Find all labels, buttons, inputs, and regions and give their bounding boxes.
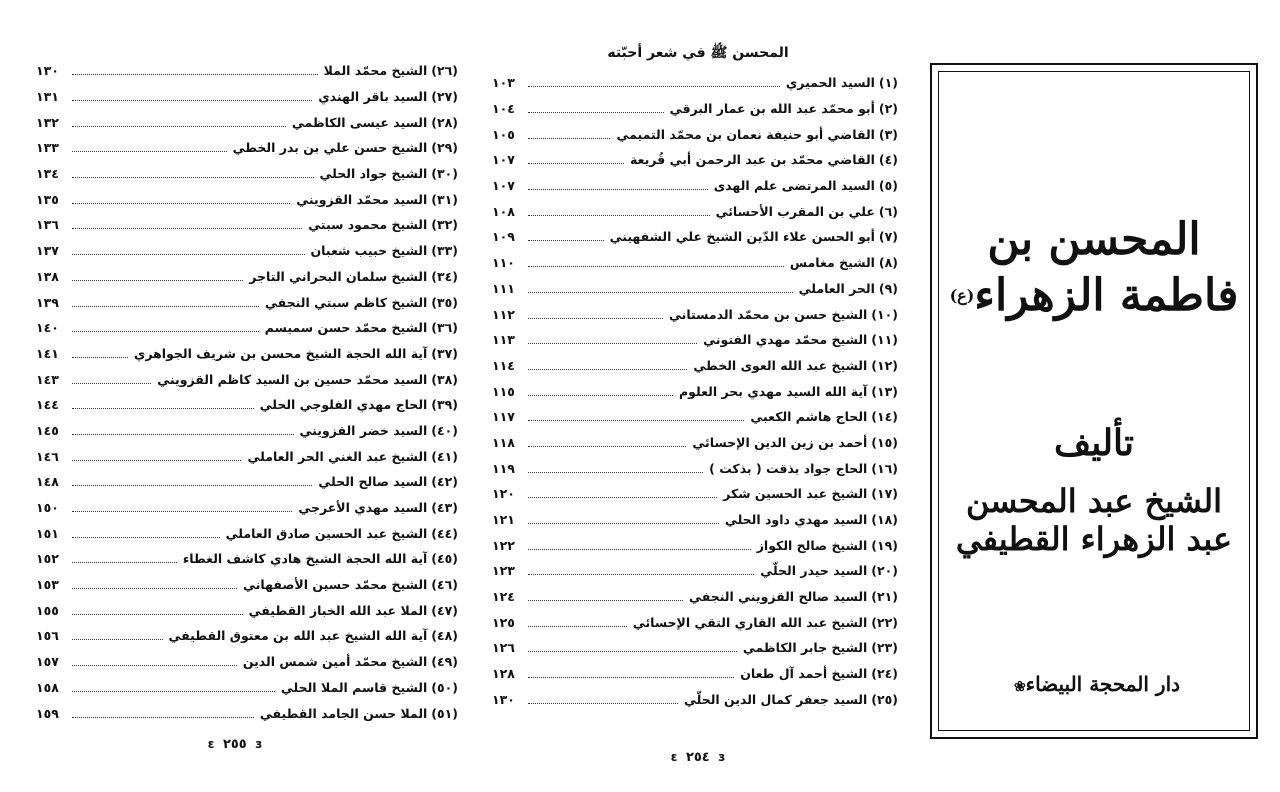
toc-entry-number: (٤٨) [431,628,458,644]
running-header: المحسن ﷺ في شعر أحبّته [607,45,789,61]
toc-leader-dots [72,639,163,640]
toc-entry-name: السيد الحميري [785,75,875,91]
toc-entry-page: ١١٧ [492,409,515,425]
toc-entry-page: ١٢٢ [492,537,515,553]
toc-leader-dots [528,189,708,190]
toc-leader-dots [72,691,275,692]
toc-entry-number: (١٢) [871,357,898,373]
toc-entry-number: (٣٦) [431,320,458,336]
toc-entry-page: ١٤٦ [36,448,59,464]
toc-entry-page: ١٠٤ [492,101,515,117]
toc-entry-page: ١٣٨ [36,268,59,284]
toc-entry [478,121,918,147]
publisher-name: دار المحجة البيضاء [1025,672,1181,696]
toc-leader-dots [528,86,780,87]
toc-leader-dots [72,665,237,666]
toc-entry-number: (١٦) [871,460,898,476]
toc-entry-page: ١٠٥ [492,126,515,142]
toc-entry [0,135,470,161]
toc-leader-dots [528,266,784,267]
toc-entry-number: (٤٢) [431,474,458,490]
toc-entry-name: الشيخ محمّد حسن سميسم [264,320,428,336]
toc-entry-number: (١٧) [871,486,898,502]
toc-entry [0,212,470,238]
toc-leader-dots [72,280,243,281]
toc-entry-name: الشيخ محمود سبتي [308,217,428,233]
toc-entry [0,289,470,315]
toc-entry-number: (٢٨) [431,114,458,130]
toc-leader-dots [72,306,259,307]
toc-entry [0,520,470,546]
toc-leader-dots [72,614,243,615]
toc-entry-page: ١٠٧ [492,152,515,168]
toc-entry-name: السيد محمّد حسين بن السيد كاظم القزويني [157,371,428,387]
toc-entry-page: ١٥٢ [36,551,59,567]
toc-entry-name: آية الله السيد مهدي بحر العلوم [679,383,868,399]
toc-entry-page: ١٣٦ [36,217,59,233]
toc-leader-dots [72,537,220,538]
toc-leader-dots [528,395,673,396]
page-number: ٢٥٤ [685,750,710,765]
toc-entry [478,481,918,507]
cover-ta-lif: تأليف [1053,422,1135,464]
toc-entry-number: (٣) [878,126,898,142]
toc-entry [0,366,470,392]
toc-entry [0,315,470,341]
toc-entry-page: ١١٨ [492,434,515,450]
toc-entry-name: آية الله الشيخ عبد الله بن معتوق القطيفي [168,628,428,644]
toc-entry-number: (٣١) [431,191,458,207]
toc-entry-number: (٤١) [431,448,458,464]
toc-entry-page: ١٠٨ [492,203,515,219]
toc-entry-number: (٢٦) [431,63,458,79]
toc-entry-page: ١٠٩ [492,229,515,245]
toc-entry-number: (٢٧) [431,89,458,105]
toc-entry-name: الشيخ أحمد آل طعان [740,666,868,682]
toc-leader-dots [72,383,151,384]
toc-leader-dots [528,677,734,678]
toc-leader-dots [528,343,697,344]
toc-entry-name: الشيخ عبد الغني الحر العاملي [247,448,428,464]
toc-entry-page: ١١٩ [492,460,515,476]
toc-entry-name: أبو محمّد عبد الله بن عمار البرقي [669,101,875,117]
toc-entry-page: ١٠٣ [492,75,515,91]
toc-entry-number: (٥١) [431,705,458,721]
toc-entry [0,469,470,495]
toc-entry-page: ١٥٧ [36,654,59,670]
toc-entry-number: (٤٩) [431,654,458,670]
toc-page-left [0,0,470,792]
toc-entry-name: السيد جعفر كمال الدين الحلّي [683,691,868,707]
toc-entry-number: (٢٩) [431,140,458,156]
toc-leader-dots [528,600,683,601]
toc-leader-dots [72,485,312,486]
toc-entry-name: السيد صالح الحلي [318,474,428,490]
toc-leader-dots [72,331,259,332]
toc-entry-name: آية الله الحجة الشيخ محسن بن شريف الجواهري [133,345,428,361]
toc-entry [478,147,918,173]
toc-entry-name: الشيخ عبد الله القاري التقي الإحسائي [632,614,868,630]
toc-entry-name: الشيخ صالح الكواز [756,537,868,553]
toc-entry-number: (٥) [878,178,898,194]
toc-entry-name: الشيخ حبيب شعبان [310,243,428,259]
page-footer-middle [478,750,918,765]
toc-leader-dots [528,112,664,113]
toc-entry-page: ١٢٠ [492,486,515,502]
cover-title-superscript: (ع) [949,286,975,305]
toc-entry [0,700,470,726]
toc-entry-name: الحر العاملي [798,280,875,296]
toc-leader-dots [528,574,754,575]
toc-entry [0,161,470,187]
toc-entry-number: (٢٥) [871,691,898,707]
toc-entry-number: (٢٢) [871,614,898,630]
toc-entry-page: ١٤٠ [36,320,59,336]
cover-author: الشيخ عبد المحسن عبد الزهراء القطيفي [955,482,1233,558]
toc-entry [478,558,918,584]
toc-entry-page: ١٤٤ [36,397,59,413]
toc-entry [478,96,918,122]
toc-entry [0,341,470,367]
toc-entry-name: الشيخ محمّد أمين شمس الدين [242,654,428,670]
toc-entry-page: ١٣١ [36,89,59,105]
toc-entry-name: السيد عيسى الكاظمي [291,114,428,130]
toc-entry [478,532,918,558]
toc-entry-name: الحاج مهدي الفلوجي الحلي [259,397,428,413]
toc-entry-page: ١٢٥ [492,614,515,630]
toc-entry-page: ١١١ [492,280,515,296]
toc-entry-page: ١٣٥ [36,191,59,207]
toc-entry-page: ١١٠ [492,255,515,271]
toc-entry-number: (١٤) [871,409,898,425]
toc-leader-dots [72,717,254,718]
toc-entry [478,173,918,199]
toc-entry [478,70,918,96]
toc-leader-dots [72,203,290,204]
toc-entry-number: (٣٠) [431,166,458,182]
toc-leader-dots [528,215,710,216]
toc-entry [478,353,918,379]
toc-entry [0,238,470,264]
toc-entry-name: الحاج هاشم الكعبي [750,409,868,425]
toc-leader-dots [72,177,314,178]
toc-leader-dots [72,100,312,101]
toc-entry [0,546,470,572]
toc-leader-dots [72,74,318,75]
toc-entry-name: السيد المرتضى علم الهدى [713,178,875,194]
toc-entry-name: السيد مهدي داود الحلي [724,512,868,528]
toc-entry-name: السيد مهدي الأعرجي [298,500,428,516]
toc-entry-name: الشيخ عبد الحسين صادق العاملي [225,525,428,541]
toc-entry-name: الحاج جواد بذقت ( بذكت ) [709,460,868,476]
publisher-ornament-icon: ❀ [1013,679,1026,695]
toc-entry-name: الملا حسن الجامد القطيفي [259,705,428,721]
toc-entry-number: (١٨) [871,512,898,528]
toc-entry-name: السيد محمّد القزويني [296,191,428,207]
toc-page-middle [478,0,918,792]
toc-entry-number: (٤٥) [431,551,458,567]
toc-leader-dots [528,703,678,704]
toc-entry [0,597,470,623]
toc-entry-page: ١٥٩ [36,705,59,721]
toc-entry-page: ١٣٢ [36,114,59,130]
toc-entry-name: السيد خضر القزويني [299,422,428,438]
toc-entry [0,84,470,110]
toc-entry-number: (٣٣) [431,243,458,259]
toc-entry-name: علي بن المقرب الأحسائي [715,203,875,219]
toc-entry-number: (٣٥) [431,294,458,310]
toc-entry [478,507,918,533]
toc-entry-name: الشيخ عبد الله العوى الخطي [693,357,868,373]
toc-entry-number: (٤٠) [431,422,458,438]
toc-entry-page: ١٤١ [36,345,59,361]
toc-entry [0,495,470,521]
toc-entry [0,109,470,135]
toc-entry-name: الشيخ قاسم الملا الحلي [280,679,428,695]
toc-leader-dots [72,254,305,255]
toc-entry-number: (٢١) [871,589,898,605]
toc-entry [478,198,918,224]
toc-leader-dots [528,292,793,293]
toc-leader-dots [528,420,744,421]
toc-entry-number: (٣٩) [431,397,458,413]
toc-leader-dots [72,562,177,563]
toc-entry-name: آية الله الحجة الشيخ هادي كاشف الغطاء [182,551,428,567]
toc-entry [478,661,918,687]
toc-entry-page: ١٢٤ [492,589,515,605]
toc-entry-page: ١٣٠ [492,691,515,707]
toc-entry-number: (٨) [878,255,898,271]
toc-entry-number: (١٣) [871,383,898,399]
toc-entry-number: (٧) [878,229,898,245]
toc-leader-dots [72,228,302,229]
toc-entry [478,276,918,302]
toc-leader-dots [528,497,717,498]
toc-entry-number: (١١) [871,332,898,348]
toc-entry-name: الشيخ محمّد مهدي الفتوني [703,332,868,348]
toc-leader-dots [72,434,294,435]
toc-entry [478,430,918,456]
footer-ornament-right: з [718,750,726,764]
toc-entry-page: ١٥٨ [36,679,59,695]
toc-leader-dots [72,460,241,461]
footer-ornament-left: ε [670,750,678,764]
toc-leader-dots [72,511,292,512]
toc-entry-page: ١٢٣ [492,563,515,579]
toc-entry-name: الشيخ جواد الحلي [319,166,428,182]
toc-entry-page: ١٥٠ [36,500,59,516]
toc-entry-page: ١٢٦ [492,640,515,656]
cover-title-text: المحسن بن فاطمة الزهراء [974,214,1239,321]
toc-entry [478,250,918,276]
toc-entry-page: ١٠٧ [492,178,515,194]
toc-entry-page: ١٤٨ [36,474,59,490]
toc-entry-page: ١٣٤ [36,166,59,182]
toc-entry [478,455,918,481]
toc-entry-number: (٢٤) [871,666,898,682]
toc-entry-number: (٤٤) [431,525,458,541]
toc-entry-number: (٢) [878,101,898,117]
toc-entry-page: ١٤٣ [36,371,59,387]
toc-entry-name: السيد صالح القزويني النجفي [689,589,868,605]
toc-entry-number: (٤) [878,152,898,168]
toc-entry-page: ١١٤ [492,357,515,373]
toc-entry [478,378,918,404]
toc-entry [0,675,470,701]
toc-leader-dots [528,369,687,370]
toc-list-left [0,58,470,726]
toc-leader-dots [528,446,686,447]
toc-entry-page: ١٥٦ [36,628,59,644]
toc-leader-dots [72,151,227,152]
toc-entry-name: الشيخ محمّد حسين الأصفهاني [243,577,428,593]
cover-title [939,212,1249,324]
toc-entry-name: الشيخ جابر الكاظمي [742,640,868,656]
toc-entry-name: القاضي أبو حنيفة نعمان بن محمّد التميمي [616,126,875,142]
toc-leader-dots [528,472,703,473]
toc-leader-dots [528,240,604,241]
toc-entry [0,623,470,649]
toc-entry [478,635,918,661]
page-footer-left [0,737,470,752]
toc-leader-dots [72,408,254,409]
toc-entry-page: ١١٢ [492,306,515,322]
toc-leader-dots [72,588,237,589]
toc-entry-name: السيد حيدر الحلّي [760,563,868,579]
toc-entry-number: (٣٢) [431,217,458,233]
toc-entry [478,327,918,353]
toc-entry-page: ١٤٥ [36,422,59,438]
toc-entry-page: ١٥٥ [36,602,59,618]
toc-entry-number: (٤٧) [431,602,458,618]
toc-entry [478,609,918,635]
toc-entry [0,58,470,84]
toc-entry-number: (١٩) [871,537,898,553]
toc-entry-number: (٢٠) [871,563,898,579]
toc-entry-number: (١) [878,75,898,91]
cover-frame [930,63,1258,739]
toc-leader-dots [528,163,624,164]
toc-entry-number: (٣٨) [431,371,458,387]
toc-entry-name: الشيخ حسن علي بن بدر الخطي [232,140,428,156]
toc-entry [0,443,470,469]
toc-entry-page: ١٥٣ [36,577,59,593]
toc-list-middle [478,70,918,712]
toc-entry-number: (٢٣) [871,640,898,656]
toc-entry-page: ١١٣ [492,332,515,348]
toc-entry [478,224,918,250]
book-cover [922,0,1280,792]
toc-entry-number: (١٠) [871,306,898,322]
toc-entry-page: ١٥١ [36,525,59,541]
cover-inner-frame [938,71,1250,731]
toc-leader-dots [528,651,737,652]
page-number: ٢٥٥ [222,737,247,752]
toc-entry-page: ١٢٨ [492,666,515,682]
toc-entry [478,301,918,327]
toc-entry-page: ١٣٣ [36,140,59,156]
toc-entry [478,687,918,713]
toc-entry-name: الشيخ محمّد الملا [323,63,428,79]
toc-entry-name: السيد باقر الهندي [318,89,428,105]
toc-entry [0,572,470,598]
toc-entry-name: الشيخ كاظم سبتي النجفي [265,294,428,310]
toc-entry-page: ١٢١ [492,512,515,528]
toc-entry-number: (٦) [878,203,898,219]
toc-leader-dots [528,138,610,139]
toc-entry-name: الشيخ حسن بن محمّد الدمستاني [669,306,868,322]
toc-entry-name: أبو الحسن علاء الدّين الشيخ علي الشفهيني [609,229,875,245]
toc-entry [0,418,470,444]
toc-entry-number: (٣٤) [431,268,458,284]
toc-entry-name: القاضي محمّد بن عبد الرحمن أبي قُريعة [629,152,875,168]
toc-entry-number: (٥٠) [431,679,458,695]
toc-entry-page: ١١٥ [492,383,515,399]
toc-entry [0,264,470,290]
toc-entry-name: الملا عبد الله الخباز القطيفي [248,602,428,618]
toc-entry [0,186,470,212]
toc-entry-number: (٣٧) [431,345,458,361]
toc-entry [0,649,470,675]
toc-entry [0,392,470,418]
toc-entry [478,584,918,610]
toc-leader-dots [72,357,128,358]
toc-entry-name: الشيخ سلمان البحراني التاجر [249,268,428,284]
toc-entry-number: (٤٣) [431,500,458,516]
toc-entry [478,404,918,430]
toc-entry-number: (٤٦) [431,577,458,593]
toc-entry-page: ١٣٩ [36,294,59,310]
toc-leader-dots [528,523,719,524]
toc-entry-name: الشيخ مغامس [789,255,875,271]
toc-entry-page: ١٣٧ [36,243,59,259]
toc-entry-name: أحمد بن زين الدين الإحسائي [692,434,868,450]
toc-entry-number: (١٥) [871,434,898,450]
toc-leader-dots [72,126,286,127]
toc-entry-name: الشيخ عبد الحسين شكر [723,486,868,502]
footer-ornament-left: ε [207,737,215,751]
footer-ornament-right: з [255,737,263,751]
toc-leader-dots [528,626,627,627]
toc-entry-page: ١٣٠ [36,63,59,79]
toc-leader-dots [528,318,663,319]
toc-entry-number: (٩) [878,280,898,296]
cover-publisher [939,672,1249,696]
toc-leader-dots [528,549,751,550]
